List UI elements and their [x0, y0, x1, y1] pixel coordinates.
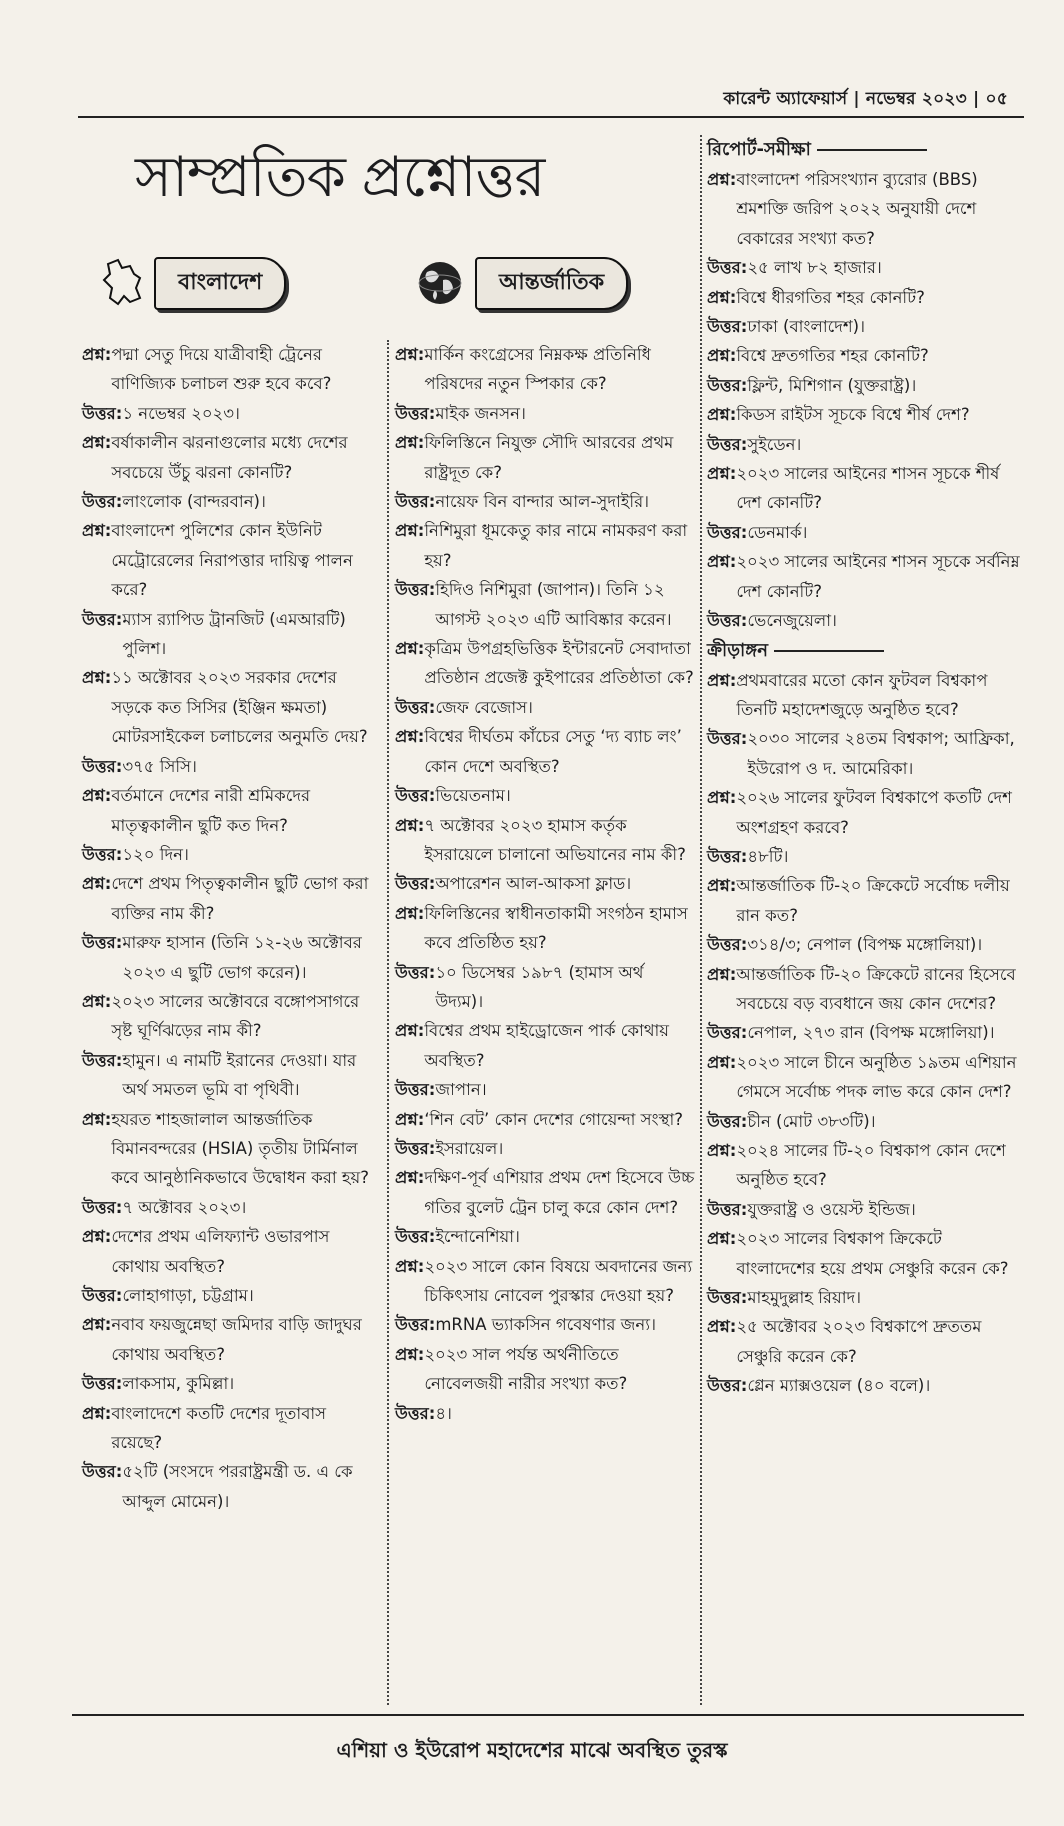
qa-item — [395, 899, 695, 1017]
question-text: ২০২৬ সালের ফুটবল বিশ্বকাপে কতটি দেশ অংশগ্রহণ করবে? — [736, 788, 1012, 837]
question-label: প্রশ্ন: — [707, 1052, 737, 1072]
qa-item — [82, 428, 382, 516]
question-label: প্রশ্ন: — [395, 521, 425, 541]
question-text: ২০২৩ সালে চীনে অনুষ্ঠিত ১৯তম এশিয়ান গেমসে সর্বোচ্চ পদক লাভ করে কোন দেশ? — [736, 1052, 1017, 1102]
heading-rule — [774, 650, 884, 652]
question-label: প্রশ্ন: — [707, 670, 737, 690]
answer-text: ৪। — [435, 1403, 452, 1423]
answer-label: উত্তর: — [707, 1111, 748, 1131]
answer-text: লাংলোক (বান্দরবান)। — [122, 492, 266, 512]
answer-text: ৪৮টি। — [747, 846, 789, 866]
question-text: নবাব ফয়জুন্নেছা জমিদার বাড়ি জাদুঘর কোথায় অবস্থিত? — [111, 1315, 362, 1364]
question-text: কৃত্রিম উপগ্রহভিত্তিক ইন্টারনেট সেবাদাতা প্রতিষ্ঠান প্রজেক্ট কুইপারের প্রতিষ্ঠাতা কে? — [424, 639, 694, 688]
answer-label: উত্তর: — [395, 580, 436, 600]
bangladesh-map-icon — [100, 258, 144, 308]
answer-label: উত্তর: — [82, 1374, 123, 1394]
answer-label: উত্তর: — [395, 962, 436, 982]
qa-item — [707, 783, 1025, 871]
qa-item — [707, 547, 1025, 635]
qa-item — [707, 165, 1025, 283]
footer-rule — [72, 1714, 1024, 1716]
question-text: ২০২৩ সালের অক্টোবরে বঙ্গোপসাগরে সৃষ্ট ঘূর্ণিঝড়ের নাম কী? — [111, 991, 360, 1041]
question-label: প্রশ্ন: — [82, 786, 112, 806]
question-text: ফিলিস্তিনের স্বাধীনতাকামী সংগঠন হামাস কবে প্রতিষ্ঠিত হয়? — [424, 903, 688, 953]
answer-label: উত্তর: — [395, 1315, 436, 1335]
qa-item — [82, 516, 382, 663]
answer-text: লোহাগাড়া, চট্টগ্রাম। — [122, 1286, 254, 1305]
question-label: প্রশ্ন: — [395, 1344, 425, 1364]
answer-text: মারুফ হাসান (তিনি ১২-২৬ অক্টোবর ২০২৩ এ ছুটি ভোগ করেন)। — [122, 933, 362, 982]
qa-item — [395, 722, 695, 810]
question-text: ২০২৩ সাল পর্যন্ত অর্থনীতিতে নোবেলজয়ী নারীর সংখ্যা কত? — [424, 1344, 628, 1394]
qa-item — [707, 960, 1025, 1048]
question-label: প্রশ্ন: — [82, 1403, 112, 1423]
question-label: প্রশ্ন: — [707, 464, 737, 484]
question-label: প্রশ্ন: — [395, 1168, 425, 1188]
qa-item — [707, 341, 1025, 400]
answer-text: ২৫ লাখ ৮২ হাজার। — [747, 258, 882, 278]
qa-item — [82, 340, 382, 428]
question-text: ২০২৩ সালে কোন বিষয়ে অবদানের জন্য চিকিৎসায় নোবেল পুরস্কার দেওয়া হয়? — [424, 1256, 693, 1305]
qa-item — [707, 1048, 1025, 1136]
question-label: প্রশ্ন: — [707, 346, 737, 366]
qa-item — [82, 1222, 382, 1310]
qa-item — [82, 987, 382, 1105]
question-label: প্রশ্ন: — [395, 433, 425, 453]
question-label: প্রশ্ন: — [82, 345, 112, 364]
answer-text: ডেনমার্ক। — [747, 522, 808, 542]
answer-text: ৩৭৫ সিসি। — [122, 756, 197, 776]
qa-item — [82, 1105, 382, 1223]
question-text: হযরত শাহজালাল আন্তর্জাতিক বিমানবন্দরের (HSIA) তৃতীয় টার্মিনাল কবে আনুষ্ঠানিকভাবে উদ্বোধন করা হয়? — [111, 1109, 370, 1188]
answer-text: ভেনেজুয়েলা। — [747, 611, 837, 631]
answer-label: উত্তর: — [707, 935, 748, 955]
question-label: প্রশ্ন: — [707, 1141, 737, 1160]
answer-label: উত্তর: — [395, 403, 436, 423]
answer-text: ১০ ডিসেম্বর ১৯৮৭ (হামাস অর্থ উদ্যম)। — [435, 962, 644, 1011]
answer-text: মাইক জনসন। — [435, 403, 526, 423]
qa-item — [395, 1016, 695, 1104]
header-rule — [78, 116, 1024, 118]
question-text: ‘শিন বেট’ কোন দেশের গোয়েন্দা সংস্থা? — [424, 1109, 684, 1129]
answer-label: উত্তর: — [395, 1227, 436, 1247]
question-label: প্রশ্ন: — [82, 668, 112, 688]
question-text: নিশিমুরা ধূমকেতু কার নামে নামকরণ করা হয়? — [424, 521, 688, 570]
answer-label: উত্তর: — [707, 611, 748, 631]
qa-item — [395, 1340, 695, 1428]
answer-text: জাপান। — [435, 1080, 487, 1100]
report-heading: রিপোর্ট-সমীক্ষা — [707, 139, 811, 160]
qa-item — [395, 634, 695, 722]
heading-rule — [817, 149, 927, 151]
question-label: প্রশ্ন: — [707, 552, 737, 572]
international-heading-label: আন্তর্জাতিক — [475, 257, 628, 310]
question-text: দক্ষিণ-পূর্ব এশিয়ার প্রথম দেশ হিসেবে উচ্চ গতির বুলেট ট্রেন চালু করে কোন দেশ? — [424, 1168, 695, 1217]
answer-text: হামুন। এ নামটি ইরানের দেওয়া। যার অর্থ সমতল ভূমি বা পৃথিবী। — [122, 1050, 357, 1100]
question-text: প্রথমবারের মতো কোন ফুটবল বিশ্বকাপ তিনটি মহাদেশজুড়ে অনুষ্ঠিত হবে? — [736, 670, 988, 719]
question-text: ২০২৩ সালের বিশ্বকাপ ক্রিকেটে বাংলাদেশের হয়ে প্রথম সেঞ্চুরি করেন কে? — [736, 1229, 1009, 1278]
globe-icon — [415, 258, 465, 308]
bangladesh-heading-label: বাংলাদেশ — [154, 257, 286, 310]
question-label: প্রশ্ন: — [395, 815, 425, 835]
answer-text: mRNA ভ্যাকসিন গবেষণার জন্য। — [435, 1315, 656, 1335]
question-label: প্রশ্ন: — [395, 727, 425, 747]
question-text: বিশ্বে দ্রুতগতির শহর কোনটি? — [736, 346, 929, 366]
question-text: বাংলাদেশ পরিসংখ্যান ব্যুরোর (BBS) শ্রমশক্তি জরিপ ২০২২ অনুযায়ী দেশে বেকারের সংখ্যা কত? — [736, 170, 978, 248]
question-text: ৭ অক্টোবর ২০২৩ হামাস কর্তৃক ইসরায়েলে চালানো অভিযানের নাম কী? — [424, 815, 686, 864]
answer-text: অপারেশন আল-আকসা ফ্লাড। — [435, 874, 632, 894]
right-column — [707, 135, 1025, 1401]
answer-label: উত্তর: — [395, 492, 436, 512]
qa-item — [707, 871, 1025, 959]
answer-label: উত্তর: — [707, 522, 748, 542]
question-label: প্রশ্ন: — [395, 1021, 425, 1041]
question-label: প্রশ্ন: — [707, 964, 737, 984]
answer-text: জেফ বেজোস। — [435, 697, 533, 717]
answer-label: উত্তর: — [707, 317, 748, 337]
question-text: বিশ্বের দীর্ঘতম কাঁচের সেতু ‘দ্য ব্যাচ লং’ কোন দেশে অবস্থিত? — [424, 727, 682, 776]
answer-label: উত্তর: — [395, 1138, 436, 1158]
qa-item — [707, 459, 1025, 547]
answer-text: ৭ অক্টোবর ২০২৩। — [122, 1197, 247, 1217]
answer-text: ১ নভেম্বর ২০২৩। — [122, 403, 240, 423]
answer-text: নায়েফ বিন বান্দার আল-সুদাইরি। — [435, 492, 650, 512]
question-label: প্রশ্ন: — [707, 1229, 737, 1249]
answer-label: উত্তর: — [707, 729, 748, 749]
page-title: সাম্প্রতিক প্রশ্নোত্তর — [135, 145, 545, 210]
question-label: প্রশ্ন: — [82, 521, 112, 541]
answer-text: গ্লেন ম্যাক্সওয়েল (৪০ বলে)। — [747, 1376, 931, 1396]
question-text: আন্তর্জাতিক টি-২০ ক্রিকেটে সর্বোচ্চ দলীয় রান কত? — [736, 876, 1010, 925]
question-label: প্রশ্ন: — [707, 405, 737, 425]
answer-text: ৫২টি (সংসদে পররাষ্ট্রমন্ত্রী ড. এ কে আব্দুল মোমেন)। — [122, 1462, 353, 1511]
answer-label: উত্তর: — [707, 434, 748, 454]
question-text: মার্কিন কংগ্রেসের নিম্নকক্ষ প্রতিনিধি পরিষদের নতুন স্পিকার কে? — [424, 345, 651, 394]
answer-label: উত্তর: — [395, 786, 436, 806]
qa-item — [707, 666, 1025, 784]
question-text: দেশে প্রথম পিতৃত্বকালীন ছুটি ভোগ করা ব্যক্তির নাম কী? — [111, 874, 369, 923]
qa-item — [395, 428, 695, 516]
qa-item — [395, 811, 695, 899]
question-label: প্রশ্ন: — [707, 876, 737, 896]
answer-label: উত্তর: — [707, 1288, 748, 1308]
question-label: প্রশ্ন: — [707, 788, 737, 808]
qa-item — [707, 1312, 1025, 1400]
question-text: বাংলাদেশ পুলিশের কোন ইউনিট মেট্রোরেলের নিরাপত্তার দায়িত্ব পালন করে? — [111, 521, 353, 600]
answer-text: হিদিও নিশিমুরা (জাপান)। তিনি ১২ আগস্ট ২০২৩ এটি আবিষ্কার করেন। — [435, 580, 672, 629]
answer-label: উত্তর: — [707, 846, 748, 866]
question-label: প্রশ্ন: — [707, 287, 737, 307]
column-divider — [700, 135, 702, 1705]
answer-text: মাহমুদুল্লাহ রিয়াদ। — [747, 1288, 862, 1308]
answer-label: উত্তর: — [82, 609, 123, 629]
answer-label: উত্তর: — [82, 1050, 123, 1070]
answer-text: যুক্তরাষ্ট্র ও ওয়েস্ট ইন্ডিজ। — [747, 1199, 916, 1219]
answer-text: ফ্লিন্ট, মিশিগান (যুক্তরাষ্ট্র)। — [747, 375, 917, 395]
qa-item — [395, 340, 695, 428]
question-label: প্রশ্ন: — [395, 345, 425, 364]
answer-label: উত্তর: — [82, 1286, 123, 1305]
international-heading — [415, 258, 628, 308]
qa-item — [82, 869, 382, 987]
question-label: প্রশ্ন: — [395, 903, 425, 923]
answer-label: উত্তর: — [395, 874, 436, 894]
question-text: পদ্মা সেতু দিয়ে যাত্রীবাহী ট্রেনের বাণিজ্যিক চলাচল শুরু হবে কবে? — [111, 345, 332, 394]
answer-label: উত্তর: — [395, 697, 436, 717]
qa-item — [82, 1310, 382, 1398]
qa-item — [82, 1399, 382, 1517]
question-label: প্রশ্ন: — [707, 170, 737, 189]
answer-label: উত্তর: — [82, 492, 123, 512]
answer-text: ৩১৪/৩; নেপাল (বিপক্ষ মঙ্গোলিয়া)। — [747, 935, 983, 955]
answer-label: উত্তর: — [395, 1403, 436, 1423]
answer-label: উত্তর: — [707, 1023, 748, 1043]
question-label: প্রশ্ন: — [82, 433, 112, 453]
question-text: ১১ অক্টোবর ২০২৩ সরকার দেশের সড়কে কত সিসির (ইঞ্জিন ক্ষমতা) মোটরসাইকেল চলাচলের অনুমতি দেয়? — [111, 668, 368, 747]
answer-label: উত্তর: — [707, 1376, 748, 1396]
answer-label: উত্তর: — [82, 933, 123, 953]
page-footer: এশিয়া ও ইউরোপ মহাদেশের মাঝে অবস্থিত তুরস্ক — [336, 1738, 728, 1762]
answer-text: ঢাকা (বাংলাদেশ)। — [747, 317, 866, 337]
answer-text: ইসরায়েল। — [435, 1138, 504, 1158]
answer-text: ১২০ দিন। — [122, 844, 189, 864]
answer-label: উত্তর: — [82, 756, 123, 776]
question-text: ২০২৩ সালের আইনের শাসন সূচকে সর্বনিম্ন দেশ কোনটি? — [736, 552, 1020, 601]
bangladesh-heading — [100, 258, 286, 308]
question-text: বর্ষাকালীন ঝরনাগুলোর মধ্যে দেশের সবচেয়ে উঁচু ঝরনা কোনটি? — [111, 433, 348, 482]
qa-item — [395, 1163, 695, 1251]
answer-label: উত্তর: — [707, 1199, 748, 1219]
question-label: প্রশ্ন: — [82, 1227, 112, 1247]
qa-item — [707, 400, 1025, 459]
question-text: ২০২৩ সালের আইনের শাসন সূচকে শীর্ষ দেশ কোনটি? — [736, 464, 1000, 513]
question-text: ২৫ অক্টোবর ২০২৩ বিশ্বকাপে দ্রুততম সেঞ্চুরি করেন কে? — [736, 1317, 982, 1366]
answer-text: সুইডেন। — [747, 434, 802, 454]
answer-label: উত্তর: — [82, 1197, 123, 1217]
bangladesh-column — [82, 340, 382, 1516]
question-label: প্রশ্ন: — [82, 1109, 112, 1129]
question-text: বিশ্বের প্রথম হাইড্রোজেন পার্ক কোথায় অবস্থিত? — [424, 1021, 670, 1070]
question-text: কিডস রাইটস সূচকে বিশ্বে শীর্ষ দেশ? — [736, 405, 970, 425]
question-label: প্রশ্ন: — [82, 991, 112, 1011]
qa-item — [707, 1224, 1025, 1312]
answer-text: লাকসাম, কুমিল্লা। — [122, 1374, 235, 1394]
qa-item — [395, 1105, 695, 1164]
answer-label: উত্তর: — [395, 1080, 436, 1100]
column-divider — [387, 340, 389, 1705]
answer-label: উত্তর: — [82, 1462, 123, 1482]
question-text: ফিলিস্তিনে নিযুক্ত সৌদি আরবের প্রথম রাষ্ট্রদূত কে? — [424, 433, 674, 482]
answer-text: নেপাল, ২৭৩ রান (বিপক্ষ মঙ্গোলিয়া)। — [747, 1023, 995, 1043]
qa-item — [707, 283, 1025, 342]
answer-text: ইন্দোনেশিয়া। — [435, 1227, 520, 1247]
answer-text: ২০৩০ সালের ২৪তম বিশ্বকাপ; আফ্রিকা, ইউরোপ ও দ. আমেরিকা। — [747, 729, 1015, 778]
running-header: কারেন্ট অ্যাফেয়ার্স | নভেম্বর ২০২৩ | ০৫ — [723, 89, 1008, 109]
sports-heading: ক্রীড়াঙ্গন — [707, 639, 768, 661]
question-text: আন্তর্জাতিক টি-২০ ক্রিকেটে রানের হিসেবে সবচেয়ে বড় ব্যবধানে জয় কোন দেশের? — [736, 964, 1016, 1013]
qa-item — [82, 663, 382, 781]
qa-item — [707, 1136, 1025, 1224]
question-label: প্রশ্ন: — [82, 874, 112, 894]
qa-item — [395, 1252, 695, 1340]
answer-text: ম্যাস র‌্যাপিড ট্রানজিট (এমআরটি) পুলিশ। — [122, 609, 346, 659]
answer-label: উত্তর: — [707, 375, 748, 395]
qa-item — [82, 781, 382, 869]
question-text: বিশ্বে ধীরগতির শহর কোনটি? — [736, 287, 925, 307]
question-text: বর্তমানে দেশের নারী শ্রমিকদের মাতৃত্বকালীন ছুটি কত দিন? — [111, 786, 311, 835]
answer-label: উত্তর: — [82, 844, 123, 864]
qa-item — [395, 516, 695, 634]
question-label: প্রশ্ন: — [82, 1315, 112, 1335]
answer-label: উত্তর: — [707, 258, 748, 278]
international-column — [395, 340, 695, 1428]
question-label: প্রশ্ন: — [395, 639, 425, 659]
question-text: বাংলাদেশে কতটি দেশের দূতাবাস রয়েছে? — [111, 1403, 327, 1453]
sports-section-title — [707, 636, 1025, 666]
question-text: ২০২৪ সালের টি-২০ বিশ্বকাপ কোন দেশে অনুষ্ঠিত হবে? — [736, 1141, 1006, 1190]
answer-text: ভিয়েতনাম। — [435, 786, 511, 806]
question-label: প্রশ্ন: — [395, 1256, 425, 1276]
question-label: প্রশ্ন: — [707, 1317, 737, 1337]
answer-label: উত্তর: — [82, 403, 123, 423]
question-text: দেশের প্রথম এলিফ্যান্ট ওভারপাস কোথায় অবস্থিত? — [111, 1227, 330, 1276]
report-section-title — [707, 135, 1025, 165]
question-label: প্রশ্ন: — [395, 1109, 425, 1129]
answer-text: চীন (মোট ৩৮৩টি)। — [747, 1111, 876, 1131]
